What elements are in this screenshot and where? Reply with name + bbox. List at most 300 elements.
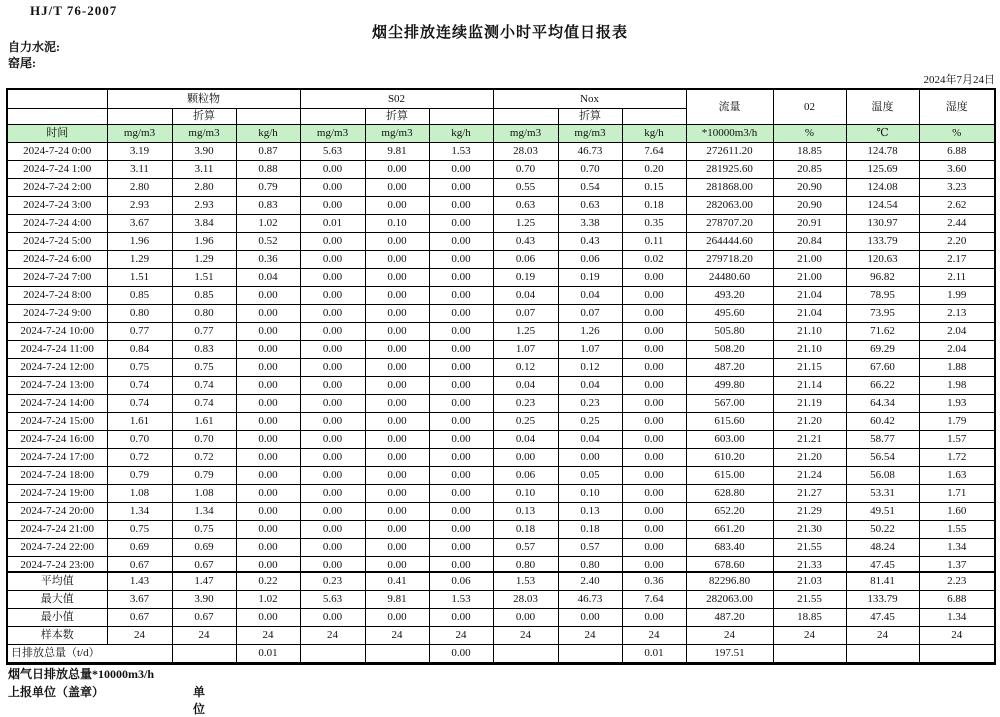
value-cell: 0.01 [236,645,300,664]
value-cell: 5.63 [300,143,365,161]
summary-row-label: 最小值 [7,609,107,627]
value-cell: 0.19 [493,269,558,287]
value-cell: 0.00 [300,161,365,179]
value-cell: 49.51 [846,503,919,521]
value-cell: 2.17 [919,251,995,269]
value-cell: 50.22 [846,521,919,539]
value-cell: 0.75 [107,521,172,539]
value-cell: 0.72 [107,449,172,467]
summary-row-label: 样本数 [7,627,107,645]
value-cell: 20.90 [773,179,846,197]
summary-row [7,627,995,645]
value-cell: 0.18 [622,197,686,215]
value-cell: 1.71 [919,485,995,503]
value-cell: 0.84 [107,341,172,359]
empty-cell [107,109,172,125]
value-cell: 0.25 [493,413,558,431]
data-row-label: 2024-7-24 9:00 [7,305,107,323]
unit-label: 单位 [193,685,206,716]
value-cell: 0.75 [172,359,236,377]
value-cell: 1.43 [107,572,172,591]
value-cell: 1.53 [493,572,558,591]
value-cell: 0.00 [236,467,300,485]
value-cell: 0.70 [107,431,172,449]
data-row [7,269,995,287]
value-cell: 3.11 [107,161,172,179]
value-cell: 0.00 [429,269,493,287]
value-cell: 0.00 [429,449,493,467]
value-cell: 0.00 [236,557,300,575]
value-cell: 0.00 [300,449,365,467]
value-cell: 0.23 [300,572,365,591]
value-cell: 0.00 [365,233,429,251]
unit-cell: % [773,125,846,143]
header-time: 时间 [7,125,107,143]
value-cell: 24 [558,627,622,645]
group-nox: Nox [493,89,686,109]
value-cell: 499.80 [686,377,773,395]
value-cell: 0.20 [622,161,686,179]
data-row [7,449,995,467]
value-cell: 21.10 [773,341,846,359]
value-cell: 0.00 [236,413,300,431]
unit-cell: kg/h [236,125,300,143]
value-cell: 1.53 [429,143,493,161]
summary-row [7,572,995,591]
value-cell: 0.00 [365,197,429,215]
value-cell: 0.00 [429,557,493,575]
data-row [7,431,995,449]
value-cell: 6.88 [919,143,995,161]
value-cell: 3.60 [919,161,995,179]
value-cell: 0.05 [558,467,622,485]
value-cell: 0.87 [236,143,300,161]
value-cell: 615.00 [686,467,773,485]
value-cell: 0.00 [236,521,300,539]
value-cell: 0.57 [558,539,622,557]
value-cell: 272611.20 [686,143,773,161]
header-o2: 02 [773,89,846,125]
value-cell: 0.00 [300,557,365,575]
data-row [7,341,995,359]
value-cell: 603.00 [686,431,773,449]
value-cell: 0.00 [300,359,365,377]
data-row-label: 2024-7-24 18:00 [7,467,107,485]
value-cell: 0.00 [365,377,429,395]
value-cell: 0.67 [107,557,172,575]
value-cell: 0.04 [558,431,622,449]
unit-cell: kg/h [622,125,686,143]
unit-cell: *10000m3/h [686,125,773,143]
value-cell: 0.00 [300,323,365,341]
value-cell: 0.00 [300,251,365,269]
value-cell: 78.95 [846,287,919,305]
data-row-label: 2024-7-24 16:00 [7,431,107,449]
value-cell [365,645,429,664]
value-cell: 20.91 [773,215,846,233]
value-cell: 24480.60 [686,269,773,287]
value-cell: 24 [365,627,429,645]
value-cell: 0.00 [300,431,365,449]
flue-gas-daily-total-label: 烟气日排放总量*10000m3/h [8,667,155,681]
value-cell: 610.20 [686,449,773,467]
value-cell: 0.10 [558,485,622,503]
value-cell: 279718.20 [686,251,773,269]
value-cell: 652.20 [686,503,773,521]
value-cell [773,645,846,664]
value-cell: 0.00 [493,449,558,467]
value-cell: 3.67 [107,215,172,233]
value-cell: 495.60 [686,305,773,323]
value-cell: 0.00 [300,503,365,521]
value-cell: 0.00 [429,485,493,503]
value-cell: 24 [919,627,995,645]
value-cell: 0.00 [429,467,493,485]
value-cell: 1.63 [919,467,995,485]
value-cell: 281868.00 [686,179,773,197]
report-unit-label: 上报单位（盖章） [8,685,105,699]
value-cell: 0.55 [493,179,558,197]
value-cell: 281925.60 [686,161,773,179]
value-cell: 0.00 [365,521,429,539]
value-cell: 1.25 [493,323,558,341]
data-row [7,251,995,269]
value-cell: 0.13 [493,503,558,521]
data-row-label: 2024-7-24 0:00 [7,143,107,161]
value-cell: 21.19 [773,395,846,413]
unit-cell: mg/m3 [172,125,236,143]
value-cell: 130.97 [846,215,919,233]
value-cell: 1.34 [919,609,995,627]
value-cell: 1.08 [172,485,236,503]
value-cell: 1.29 [172,251,236,269]
value-cell: 1.61 [172,413,236,431]
data-row [7,395,995,413]
value-cell: 28.03 [493,591,558,609]
value-cell: 0.00 [300,269,365,287]
value-cell: 0.00 [429,645,493,664]
value-cell: 1.79 [919,413,995,431]
value-cell: 1.51 [107,269,172,287]
data-row [7,467,995,485]
value-cell: 0.02 [622,251,686,269]
value-cell: 0.00 [429,539,493,557]
value-cell: 0.67 [172,557,236,575]
value-cell: 0.00 [429,359,493,377]
value-cell: 133.79 [846,591,919,609]
value-cell: 0.00 [429,161,493,179]
value-cell: 53.31 [846,485,919,503]
value-cell: 3.38 [558,215,622,233]
value-cell: 120.63 [846,251,919,269]
value-cell: 0.00 [622,503,686,521]
value-cell: 0.80 [107,305,172,323]
empty-cell [7,109,107,125]
value-cell: 0.52 [236,233,300,251]
value-cell: 0.00 [365,557,429,575]
value-cell: 2.23 [919,572,995,591]
value-cell: 0.15 [622,179,686,197]
value-cell: 0.00 [300,485,365,503]
value-cell: 0.01 [622,645,686,664]
value-cell: 0.70 [558,161,622,179]
value-cell: 0.00 [622,269,686,287]
value-cell: 0.79 [172,467,236,485]
value-cell: 0.00 [622,609,686,627]
value-cell: 24 [773,627,846,645]
data-row-label: 2024-7-24 4:00 [7,215,107,233]
unit-cell: % [919,125,995,143]
value-cell: 0.69 [172,539,236,557]
value-cell: 2.11 [919,269,995,287]
value-cell: 0.00 [429,609,493,627]
value-cell: 21.20 [773,449,846,467]
value-cell: 0.00 [622,323,686,341]
value-cell: 683.40 [686,539,773,557]
value-cell: 0.70 [493,161,558,179]
value-cell: 0.00 [622,287,686,305]
value-cell: 21.00 [773,269,846,287]
value-cell: 0.00 [236,503,300,521]
value-cell: 0.00 [429,503,493,521]
value-cell: 493.20 [686,287,773,305]
value-cell: 1.02 [236,215,300,233]
value-cell: 1.25 [493,215,558,233]
value-cell: 0.23 [493,395,558,413]
value-cell: 0.83 [236,197,300,215]
data-row-label: 2024-7-24 19:00 [7,485,107,503]
value-cell: 0.00 [429,233,493,251]
value-cell: 1.61 [107,413,172,431]
value-cell: 64.34 [846,395,919,413]
value-cell: 0.10 [365,215,429,233]
report-title: 烟尘排放连续监测小时平均值日报表 [371,25,628,41]
value-cell: 0.79 [107,467,172,485]
header-temperature: 温度 [846,89,919,125]
data-row-label: 2024-7-24 20:00 [7,503,107,521]
empty-cell [236,109,300,125]
value-cell: 0.00 [300,609,365,627]
value-cell: 0.85 [172,287,236,305]
value-cell: 0.04 [493,377,558,395]
value-cell: 48.24 [846,539,919,557]
value-cell: 24 [493,627,558,645]
value-cell: 0.13 [558,503,622,521]
value-cell: 0.00 [558,609,622,627]
value-cell: 124.78 [846,143,919,161]
value-cell: 0.00 [429,341,493,359]
value-cell: 2.80 [172,179,236,197]
value-cell: 0.00 [365,251,429,269]
value-cell: 0.00 [429,323,493,341]
value-cell: 67.60 [846,359,919,377]
value-cell: 24 [686,627,773,645]
unit-cell: mg/m3 [365,125,429,143]
value-cell: 1.96 [172,233,236,251]
value-cell: 47.45 [846,557,919,575]
value-cell: 0.04 [558,287,622,305]
data-row-label: 2024-7-24 3:00 [7,197,107,215]
value-cell: 0.00 [622,521,686,539]
summary-row [7,591,995,609]
value-cell: 1.34 [172,503,236,521]
value-cell: 0.00 [236,395,300,413]
value-cell: 0.00 [300,521,365,539]
value-cell: 21.33 [773,557,846,575]
value-cell: 56.54 [846,449,919,467]
header-row-units [7,125,995,143]
value-cell: 0.04 [493,287,558,305]
unit-cell: ℃ [846,125,919,143]
value-cell: 0.12 [558,359,622,377]
value-cell: 0.00 [622,449,686,467]
value-cell: 1.34 [919,539,995,557]
data-row [7,323,995,341]
value-cell: 0.00 [429,197,493,215]
value-cell: 0.00 [429,395,493,413]
data-row [7,359,995,377]
value-cell: 3.67 [107,591,172,609]
value-cell: 3.90 [172,591,236,609]
empty-cell [622,109,686,125]
value-cell: 1.47 [172,572,236,591]
value-cell: 18.85 [773,143,846,161]
value-cell: 0.63 [558,197,622,215]
value-cell: 0.00 [622,395,686,413]
value-cell: 125.69 [846,161,919,179]
value-cell: 0.80 [172,305,236,323]
value-cell: 1.37 [919,557,995,575]
value-cell: 0.57 [493,539,558,557]
value-cell: 0.74 [172,395,236,413]
value-cell: 21.20 [773,413,846,431]
value-cell: 82296.80 [686,572,773,591]
data-row [7,539,995,557]
value-cell: 3.11 [172,161,236,179]
data-row-label: 2024-7-24 2:00 [7,179,107,197]
value-cell: 0.85 [107,287,172,305]
summary-table [6,571,996,665]
value-cell: 0.01 [300,215,365,233]
value-cell: 278707.20 [686,215,773,233]
value-cell [919,645,995,664]
value-cell: 46.73 [558,143,622,161]
value-cell: 0.69 [107,539,172,557]
value-cell: 0.79 [236,179,300,197]
value-cell: 0.00 [429,215,493,233]
value-cell: 1.88 [919,359,995,377]
value-cell: 0.00 [300,287,365,305]
value-cell: 0.00 [236,485,300,503]
value-cell: 1.08 [107,485,172,503]
value-cell: 0.00 [365,287,429,305]
value-cell: 0.41 [365,572,429,591]
data-row [7,305,995,323]
data-row-label: 2024-7-24 6:00 [7,251,107,269]
data-row-label: 2024-7-24 21:00 [7,521,107,539]
value-cell: 0.88 [236,161,300,179]
value-cell: 1.07 [493,341,558,359]
data-row [7,413,995,431]
footer-signature-line [8,683,206,716]
value-cell: 0.00 [429,179,493,197]
data-row-label: 2024-7-24 23:00 [7,557,107,575]
value-cell: 1.93 [919,395,995,413]
subheader-converted-nox: 折算 [558,109,622,125]
value-cell: 0.00 [429,305,493,323]
value-cell: 60.42 [846,413,919,431]
daily-total-row-label: 日排放总量（t/d） [7,645,172,664]
value-cell: 20.84 [773,233,846,251]
value-cell: 46.73 [558,591,622,609]
corner-cell [7,89,107,109]
data-row-label: 2024-7-24 5:00 [7,233,107,251]
value-cell [493,645,558,664]
value-cell: 21.15 [773,359,846,377]
value-cell: 0.00 [365,467,429,485]
value-cell: 0.74 [172,377,236,395]
value-cell: 24 [107,627,172,645]
value-cell: 0.00 [622,341,686,359]
data-row-label: 2024-7-24 17:00 [7,449,107,467]
value-cell: 0.00 [300,179,365,197]
value-cell: 0.00 [365,503,429,521]
value-cell: 0.00 [622,359,686,377]
value-cell: 21.55 [773,539,846,557]
value-cell: 2.93 [172,197,236,215]
value-cell: 0.00 [236,377,300,395]
value-cell: 628.80 [686,485,773,503]
data-row-label: 2024-7-24 14:00 [7,395,107,413]
value-cell: 24 [429,627,493,645]
value-cell: 0.72 [172,449,236,467]
value-cell: 0.00 [236,359,300,377]
value-cell: 0.00 [365,395,429,413]
value-cell: 0.00 [429,287,493,305]
value-cell: 24 [172,627,236,645]
value-cell: 197.51 [686,645,773,664]
value-cell: 0.25 [558,413,622,431]
value-cell [558,645,622,664]
value-cell: 3.23 [919,179,995,197]
data-row-label: 2024-7-24 15:00 [7,413,107,431]
value-cell: 28.03 [493,143,558,161]
value-cell: 0.00 [236,341,300,359]
report-date: 2024年7月24日 [923,74,995,86]
value-cell: 0.75 [172,521,236,539]
value-cell: 0.75 [107,359,172,377]
data-row [7,287,995,305]
value-cell: 0.74 [107,377,172,395]
value-cell: 0.74 [107,395,172,413]
value-cell: 615.60 [686,413,773,431]
value-cell: 487.20 [686,359,773,377]
data-row [7,161,995,179]
value-cell: 0.00 [300,197,365,215]
value-cell: 21.55 [773,591,846,609]
value-cell: 2.40 [558,572,622,591]
value-cell: 1.57 [919,431,995,449]
value-cell: 20.85 [773,161,846,179]
unit-cell: mg/m3 [300,125,365,143]
value-cell: 6.88 [919,591,995,609]
value-cell: 24 [846,627,919,645]
value-cell: 0.00 [300,341,365,359]
value-cell: 21.10 [773,323,846,341]
value-cell: 0.11 [622,233,686,251]
value-cell: 0.00 [300,305,365,323]
empty-cell [429,109,493,125]
